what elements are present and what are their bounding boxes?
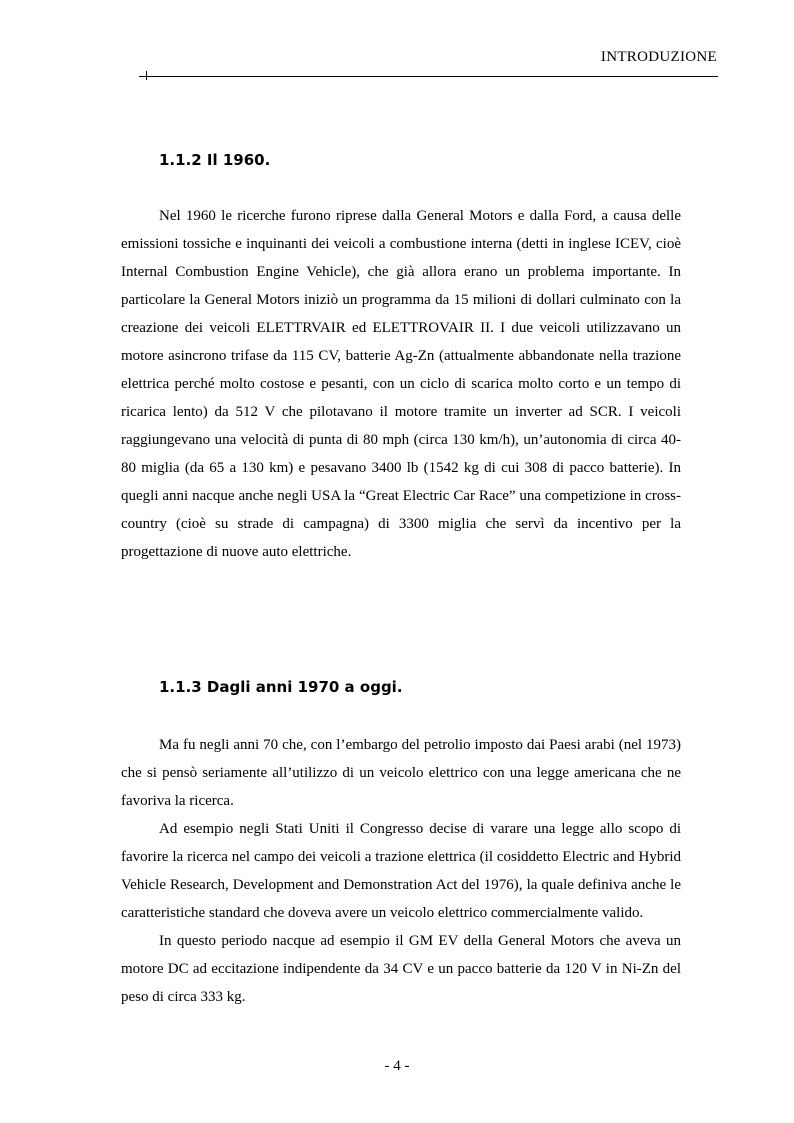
header-rule: [139, 76, 718, 77]
paragraph: Ma fu negli anni 70 che, con l’embargo del petrolio imposto dai Paesi arabi (nel 1973) che si pensò seriamente all’utilizzo di un veicolo elettrico con una legge americana che ne favoriva la ricerca.: [121, 737, 681, 809]
section-heading-1960: 1.1.2 Il 1960.: [159, 151, 271, 169]
paragraph: Ad esempio negli Stati Uniti il Congresso decise di varare una legge allo scopo di favorire la ricerca nel campo dei veicoli a trazione elettrica (il cosiddetto Electric and Hybrid Vehicle Research, Development and Demonstration Act del 1976), la quale definiva anche le caratteristiche standard che doveva avere un veicolo elettrico commercialmente valido.: [121, 821, 681, 921]
page-number: - 4 -: [384, 1058, 410, 1074]
paragraph: Nel 1960 le ricerche furono riprese dalla General Motors e dalla Ford, a causa delle emissioni tossiche e inquinanti dei veicoli a combustione interna (detti in inglese ICEV, cioè Internal Combustion Engine Vehicle), che già allora erano un problema importante. In particolare la General Motors iniziò un programma da 15 milioni di dollari culminato con la creazione dei veicoli ELETTRVAIR ed ELETTROVAIR II. I due veicoli utilizzavano un motore asincrono trifase da 115 CV, batterie Ag-Zn (attualmente abbandonate nella trazione elettrica perché molto costose e pesanti, con un ciclo di scarica molto corto e un tempo di ricarica lento) da 512 V che pilotavano il motore tramite un inverter ad SCR. I veicoli raggiungevano una velocità di punta di 80 mph (circa 130 km/h), un’autonomia di circa 40-80 miglia (da 65 a 130 km) e pesavano 3400 lb (1542 kg di cui 308 di pacco batterie). In quegli anni nacque anche negli USA la “Great Electric Car Race” una competizione in cross-country (cioè su strade di campagna) di 3300 miglia che servì da incentivo per la progettazione di nuove auto elettriche.: [121, 208, 681, 560]
paragraph: In questo periodo nacque ad esempio il GM EV della General Motors che aveva un motore DC ad eccitazione indipendente da 34 CV e un pacco batterie da 120 V in Ni-Zn del peso di circa 333 kg.: [121, 933, 681, 1005]
section-heading-1970-oggi: 1.1.3 Dagli anni 1970 a oggi.: [159, 678, 403, 696]
running-header-title: INTRODUZIONE: [600, 49, 717, 65]
header-rule-tick: [146, 71, 147, 80]
section-body-1960: [121, 202, 681, 566]
section-body-1970-oggi: [121, 731, 681, 1011]
